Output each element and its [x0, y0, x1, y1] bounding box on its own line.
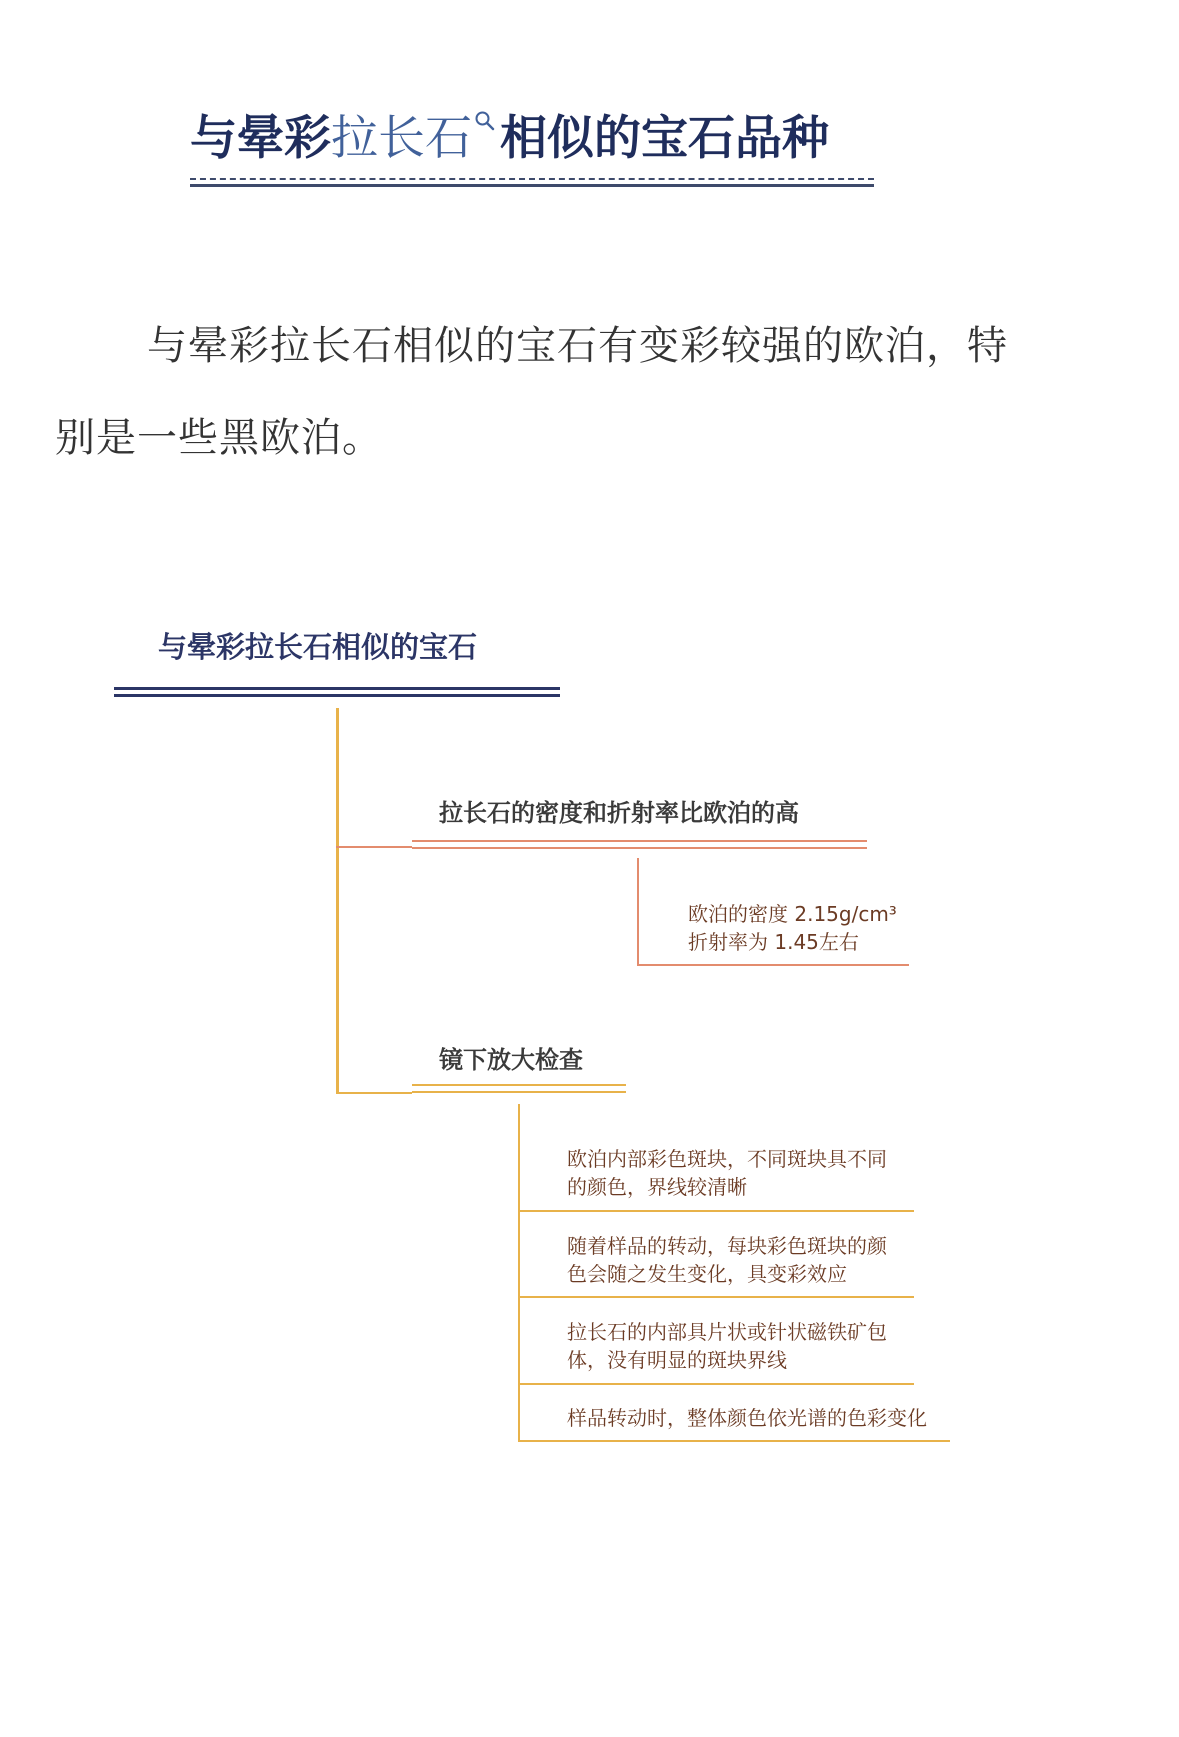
- leaf-2-1-rule: [518, 1210, 914, 1212]
- leaf-line: 的颜色，界线较清晰: [567, 1175, 747, 1199]
- branch-label-magnification: 镜下放大检查: [439, 1046, 583, 1074]
- branch-connector-2: [336, 1092, 412, 1094]
- leaf-1-rule: [637, 964, 909, 966]
- leaf-labradorite-spectrum: [567, 1404, 927, 1432]
- leaf-opal-play-of-color: [567, 1232, 887, 1288]
- branch-1-stem: [637, 858, 639, 966]
- mindmap-title: 与晕彩拉长石相似的宝石: [158, 630, 478, 664]
- search-icon[interactable]: [474, 108, 496, 148]
- leaf-labradorite-inclusions: [567, 1318, 887, 1374]
- branch-2-rule-bottom: [412, 1091, 626, 1093]
- branch-1-rule-top: [412, 840, 867, 842]
- leaf-line: 随着样品的转动，每块彩色斑块的颜: [567, 1234, 887, 1258]
- title-solid-rule: [190, 184, 874, 187]
- leaf-opal-patches: [567, 1145, 887, 1201]
- mindmap-title-rule-bottom: [114, 694, 560, 697]
- leaf-line: 折射率为 1.45左右: [688, 930, 859, 954]
- article-title: [190, 108, 829, 170]
- mindmap-trunk: [336, 708, 339, 1094]
- leaf-line: 欧泊内部彩色斑块，不同斑块具不同: [567, 1147, 887, 1171]
- title-suffix: 相似的宝石品种: [500, 111, 829, 166]
- leaf-2-4-rule: [518, 1440, 950, 1442]
- branch-1-rule-bottom: [412, 847, 867, 849]
- leaf-line: 拉长石的内部具片状或针状磁铁矿包: [567, 1320, 887, 1344]
- branch-label-density: 拉长石的密度和折射率比欧泊的高: [439, 799, 799, 827]
- leaf-line: 色会随之发生变化，具变彩效应: [567, 1262, 847, 1286]
- leaf-2-2-rule: [518, 1296, 914, 1298]
- leaf-line: 样品转动时，整体颜色依光谱的色彩变化: [567, 1406, 927, 1430]
- mindmap-title-rule-top: [114, 687, 560, 690]
- title-dashed-rule: [190, 178, 874, 180]
- intro-paragraph: 与晕彩拉长石相似的宝石有变彩较强的欧泊，特别是一些黑欧泊。: [55, 323, 1008, 461]
- branch-connector-1: [336, 846, 412, 848]
- branch-2-stem: [518, 1104, 520, 1442]
- leaf-2-3-rule: [518, 1383, 914, 1385]
- leaf-line: 欧泊的密度 2.15g/cm³: [688, 902, 897, 926]
- branch-2-rule-top: [412, 1084, 626, 1086]
- title-keyword-link[interactable]: 拉长石: [331, 111, 472, 166]
- leaf-line: 体，没有明显的斑块界线: [567, 1348, 787, 1372]
- title-prefix: 与晕彩: [190, 111, 331, 166]
- leaf-opal-density: [688, 900, 897, 956]
